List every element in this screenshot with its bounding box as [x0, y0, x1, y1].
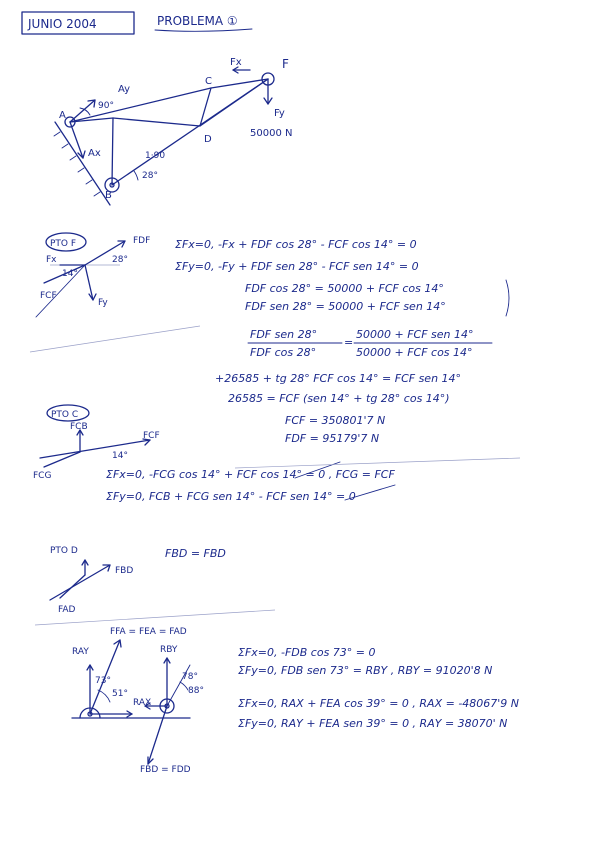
pto-f-14-label: 14°: [62, 269, 78, 279]
label-ay: Ay: [118, 84, 131, 95]
pto-f-heading: PTO F: [50, 239, 77, 249]
pto-d-result: FBD = FBD: [165, 547, 226, 560]
label-angle-28: 28°: [142, 171, 158, 181]
pto-d-fbd-label: FBD: [115, 566, 134, 576]
supports-ray-label: RAY: [72, 647, 89, 657]
label-b: B: [105, 190, 112, 201]
supports-eq-3: ΣFx=0, RAX + FEA cos 39° = 0 , RAX = -48067'9 N: [238, 697, 520, 710]
label-fx: Fx: [230, 57, 242, 68]
label-ax: Ax: [88, 148, 101, 159]
pto-c-heading: PTO C: [51, 410, 79, 420]
pto-d-heading: PTO D: [50, 546, 78, 556]
pto-f-frac-num-left: FDF sen 28°: [250, 328, 318, 341]
supports-eq-1: ΣFx=0, -FDB cos 73° = 0: [238, 646, 376, 659]
label-fy: Fy: [274, 108, 285, 119]
pto-c-fcb-label: FCB: [70, 422, 88, 432]
pto-f-section: [30, 233, 509, 445]
pto-c-eq-2: ΣFy=0, FCB + FCG sen 14° - FCF sen 14° = 0: [106, 490, 356, 503]
supports-eq-4: ΣFy=0, RAY + FEA sen 39° = 0 , RAY = 38070' N: [238, 717, 508, 730]
wall-line: [55, 122, 110, 205]
date-label: JUNIO 2004: [28, 17, 97, 31]
pto-f-eq-1: ΣFx=0, -Fx + FDF cos 28° - FCF cos 14° = 0: [175, 238, 417, 251]
pto-f-fdf-label: FDF: [133, 236, 151, 246]
label-dim: 1·90: [145, 151, 166, 161]
label-a: A: [59, 110, 66, 121]
pto-f-fx-label: Fx: [46, 255, 57, 265]
supports-top-label: FFA = FEA = FAD: [110, 627, 187, 637]
pto-f-eq-5: +26585 + tg 28° FCF cos 14° = FCF sen 14°: [215, 372, 462, 385]
label-c: C: [205, 76, 212, 87]
pto-f-fy-label: Fy: [98, 298, 108, 308]
pto-f-eq-2: ΣFy=0, -Fy + FDF sen 28° - FCF sen 14° = 0: [175, 260, 419, 273]
problem-title: PROBLEMA ①: [157, 14, 238, 28]
pto-f-frac-den-right: 50000 + FCF cos 14°: [356, 346, 473, 359]
supports-88-label: 88°: [188, 686, 204, 696]
label-f: F: [282, 57, 289, 71]
truss-figure: [54, 57, 292, 205]
supports-rax-label: RAX: [133, 698, 152, 708]
label-d: D: [204, 134, 212, 145]
supports-section: [72, 627, 519, 775]
pto-f-eq-6: 26585 = FCF (sen 14° + tg 28° cos 14°): [228, 392, 450, 405]
supports-78-label: 78°: [182, 672, 198, 682]
header: [22, 12, 252, 34]
pto-f-frac-den-left: FDF cos 28°: [250, 346, 317, 359]
supports-eq-2: ΣFy=0, FDB sen 73° = RBY , RBY = 91020'8 N: [238, 664, 493, 677]
pto-d-fad-label: FAD: [58, 605, 76, 615]
pto-f-28-label: 28°: [112, 255, 128, 265]
supports-51-label: 51°: [112, 689, 128, 699]
pto-f-eq-3: FDF cos 28° = 50000 + FCF cos 14°: [245, 282, 444, 295]
svg-text:=: =: [344, 336, 354, 349]
label-angle-top: 90°: [98, 101, 114, 111]
pto-d-section: [35, 546, 275, 625]
pto-f-eq-4: FDF sen 28° = 50000 + FCF sen 14°: [245, 300, 446, 313]
pto-c-section: [33, 405, 520, 503]
pto-f-fcf-label: FCF: [40, 291, 57, 301]
pto-c-fcg-label: FCG: [33, 471, 52, 481]
supports-73-label: 73°: [95, 676, 111, 686]
pto-f-frac-num-right: 50000 + FCF sen 14°: [356, 328, 474, 341]
pto-c-eq-1: ΣFx=0, -FCG cos 14° + FCF cos 14° = 0 , FCG = FCF: [106, 468, 395, 481]
pto-c-fcf-label: FCF: [143, 431, 160, 441]
pto-c-14-label: 14°: [112, 451, 128, 461]
pto-f-result-fcf: FCF = 350801'7 N: [285, 414, 386, 427]
pto-f-result-fdf: FDF = 95179'7 N: [285, 432, 380, 445]
label-load: 50000 N: [250, 128, 293, 139]
supports-bottom-label: FBD = FDD: [140, 765, 191, 775]
supports-rby-label: RBY: [160, 645, 178, 655]
